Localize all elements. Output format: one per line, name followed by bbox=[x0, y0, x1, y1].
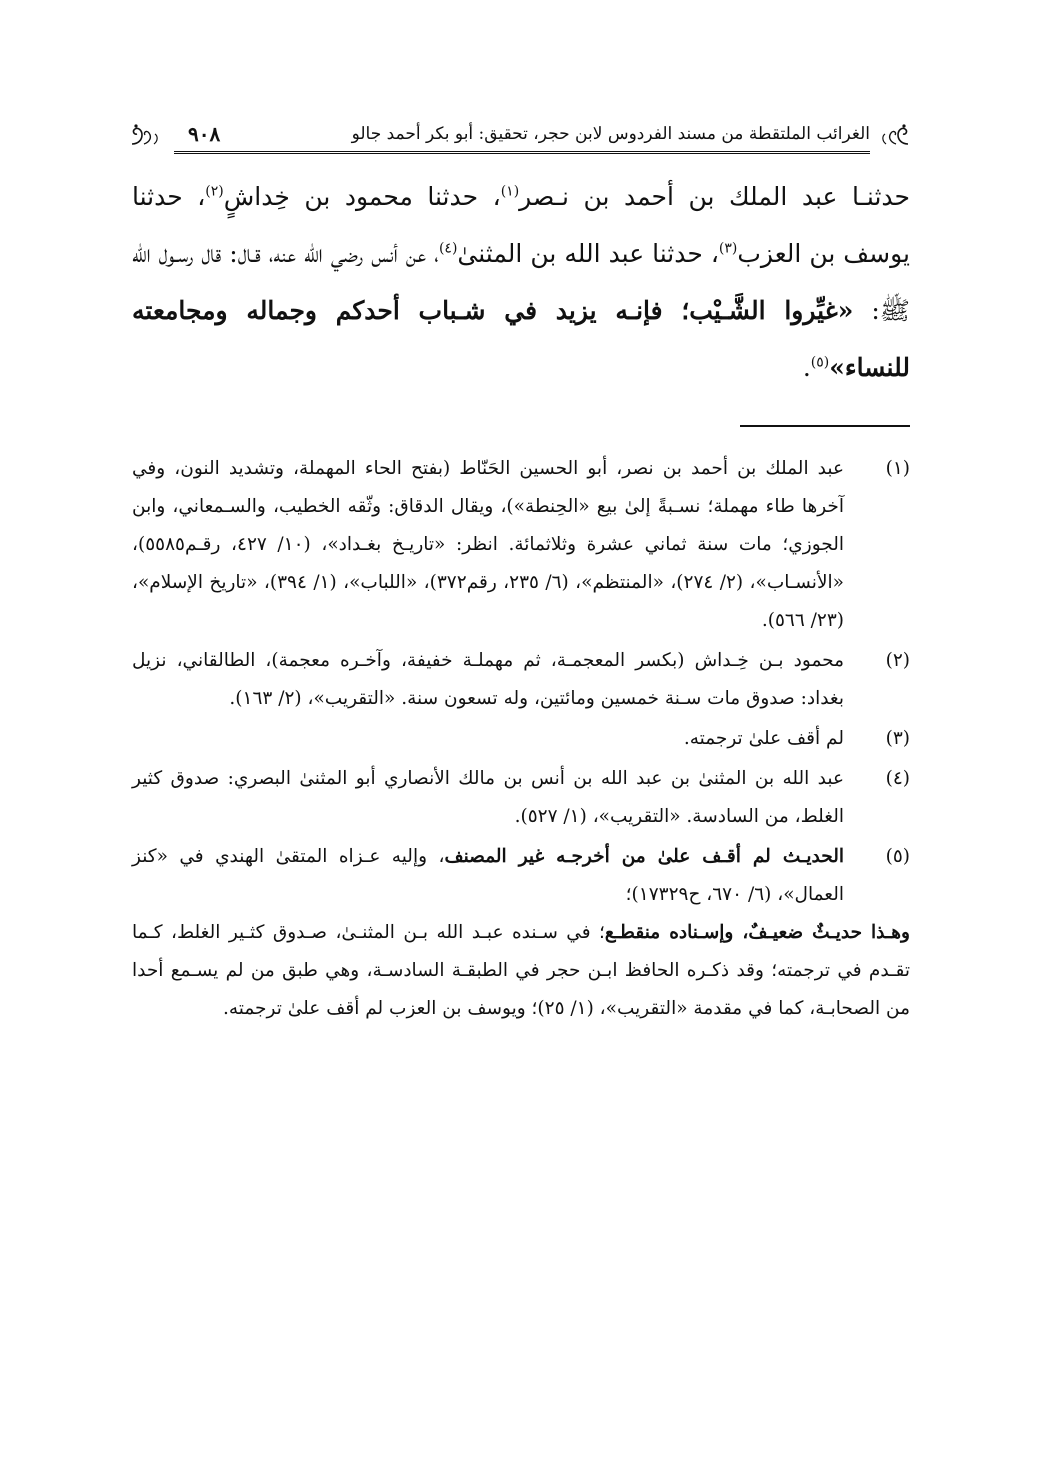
hadith-matn: «غيِّروا الشَّـيْب؛ فإنـه يزيد في شـباب أحدكم وجماله ومجامعته للنساء» bbox=[132, 296, 910, 382]
sentence-end: . bbox=[802, 353, 811, 382]
footnote-text: عبد الملك بن أحمد بن نصر، أبو الحسين الحَنّاط (بفتح الحاء المهملة، وتشديد النون، وفي آخرها طاء مهملة؛ نسـبةً إلىٰ بيع «الحِنطة»)، ويقال الدقاق: وثّقه الخطيب، والسـمعاني، وابن الجوزي؛ مات سنة ثماني عشرة وثلاثمائة. انظر: «تاريـخ بغـداد»، (١٠/ ٤٢٧، رقـم٥٥٨٥)، «الأنسـاب»، (٢/ ٢٧٤)، «المنتظم»، (٦/ ٢٣٥، رقم٣٧٢)، «اللباب»، (١/ ٣٩٤)، «تاريخ الإسلام»، (٢٣/ ٥٦٦). bbox=[132, 458, 844, 631]
footnote-bold-text: الحديـث لم أقـف علىٰ من أخرجـه غير المصنف bbox=[444, 846, 844, 867]
footnote-number: (٤) bbox=[885, 768, 910, 789]
footnote-text: عبد الله بن المثنىٰ بن عبد الله بن أنس بن مالك الأنصاري أبو المثنىٰ البصري: صدوق كثير الغلط، من السادسة. «التقريب»، (١/ ٥٢٧). bbox=[132, 768, 844, 827]
footnote-2 bbox=[132, 642, 910, 718]
footnote-number: (٢) bbox=[885, 650, 910, 671]
isnad-part-2: ، حدثنا محمود بن خِداشٍ bbox=[223, 182, 501, 211]
footnote-1 bbox=[132, 450, 910, 640]
footnote-4 bbox=[132, 760, 910, 836]
footnote-number: (١) bbox=[885, 458, 910, 479]
footnote-ref-1[interactable]: (١) bbox=[500, 183, 520, 200]
footnote-ref-2[interactable]: (٢) bbox=[205, 183, 224, 200]
footnotes bbox=[132, 450, 910, 1028]
page-number: ٩٠٨ bbox=[188, 122, 221, 146]
hadith-paragraph bbox=[132, 168, 910, 396]
grading-explanation: ؛ في سـنده عبـد الله بـن المثنـىٰ، صـدوق كثـير الغلط، كـما تقـدم في ترجمته؛ وقد ذكـره الحافظ ابـن حجر في الطبقـة السادسـة، وهي طبق من لم يسـمع أحدا من الصحابـة، كما في مقدمة «التقريب»، (١/ ٢٥)؛ ويوسف بن العزب لم أقف علىٰ ترجمته. bbox=[132, 922, 910, 1019]
footnote-text: لم أقف علىٰ ترجمته. bbox=[683, 728, 844, 749]
footnote-ref-5[interactable]: (٥) bbox=[810, 354, 830, 371]
ornament-left-icon bbox=[130, 122, 166, 148]
grading-paragraph bbox=[132, 914, 910, 1028]
footnote-text bbox=[132, 838, 844, 914]
footnote-3 bbox=[132, 720, 910, 758]
ornament-right-icon bbox=[874, 122, 910, 148]
footnote-separator bbox=[740, 425, 910, 427]
footnote-rest-text: ، وإليه عـزاه المتقىٰ الهندي في «كنز العمال»، (٦/ ٦٧٠، ح١٧٣٢٩)؛ bbox=[132, 846, 844, 905]
grading-verdict: وهـذا حديـثٌ ضعيـفٌ، وإسـناده منقطـع bbox=[604, 922, 910, 943]
footnote-ref-3[interactable]: (٣) bbox=[718, 240, 738, 257]
footnote-ref-4[interactable]: (٤) bbox=[438, 240, 458, 257]
main-text bbox=[132, 168, 910, 396]
isnad-part-4: ، حدثنا عبد الله بن المثنىٰ bbox=[457, 239, 719, 268]
header-rule bbox=[174, 151, 870, 154]
footnote-5 bbox=[132, 838, 910, 914]
isnad-part-1: حدثنـا عبد الملك بن أحمد بن نـصر bbox=[519, 182, 910, 211]
isnad-part-5: ، عن أنس رضي الله عنه، قـال: قال رسـول الله ﷺ: bbox=[132, 239, 910, 325]
footnote-number: (٣) bbox=[885, 728, 910, 749]
isnad-part-3: ، حدثنا يوسف بن العزب bbox=[132, 182, 910, 268]
running-header bbox=[130, 118, 910, 158]
header-title: الغرائب الملتقطة من مسند الفردوس لابن حجر، تحقيق: أبو بكر أحمد جالو bbox=[351, 124, 870, 144]
footnote-number: (٥) bbox=[885, 846, 910, 867]
footnote-text: محمود بـن خِـداش (بكسر المعجمـة، ثم مهملـة خفيفة، وآخـره معجمة)، الطالقاني، نزيل بغداد: صدوق مات سـنة خمسين ومائتين، وله تسعون سنة. «التقريب»، (٢/ ١٦٣). bbox=[132, 650, 844, 709]
